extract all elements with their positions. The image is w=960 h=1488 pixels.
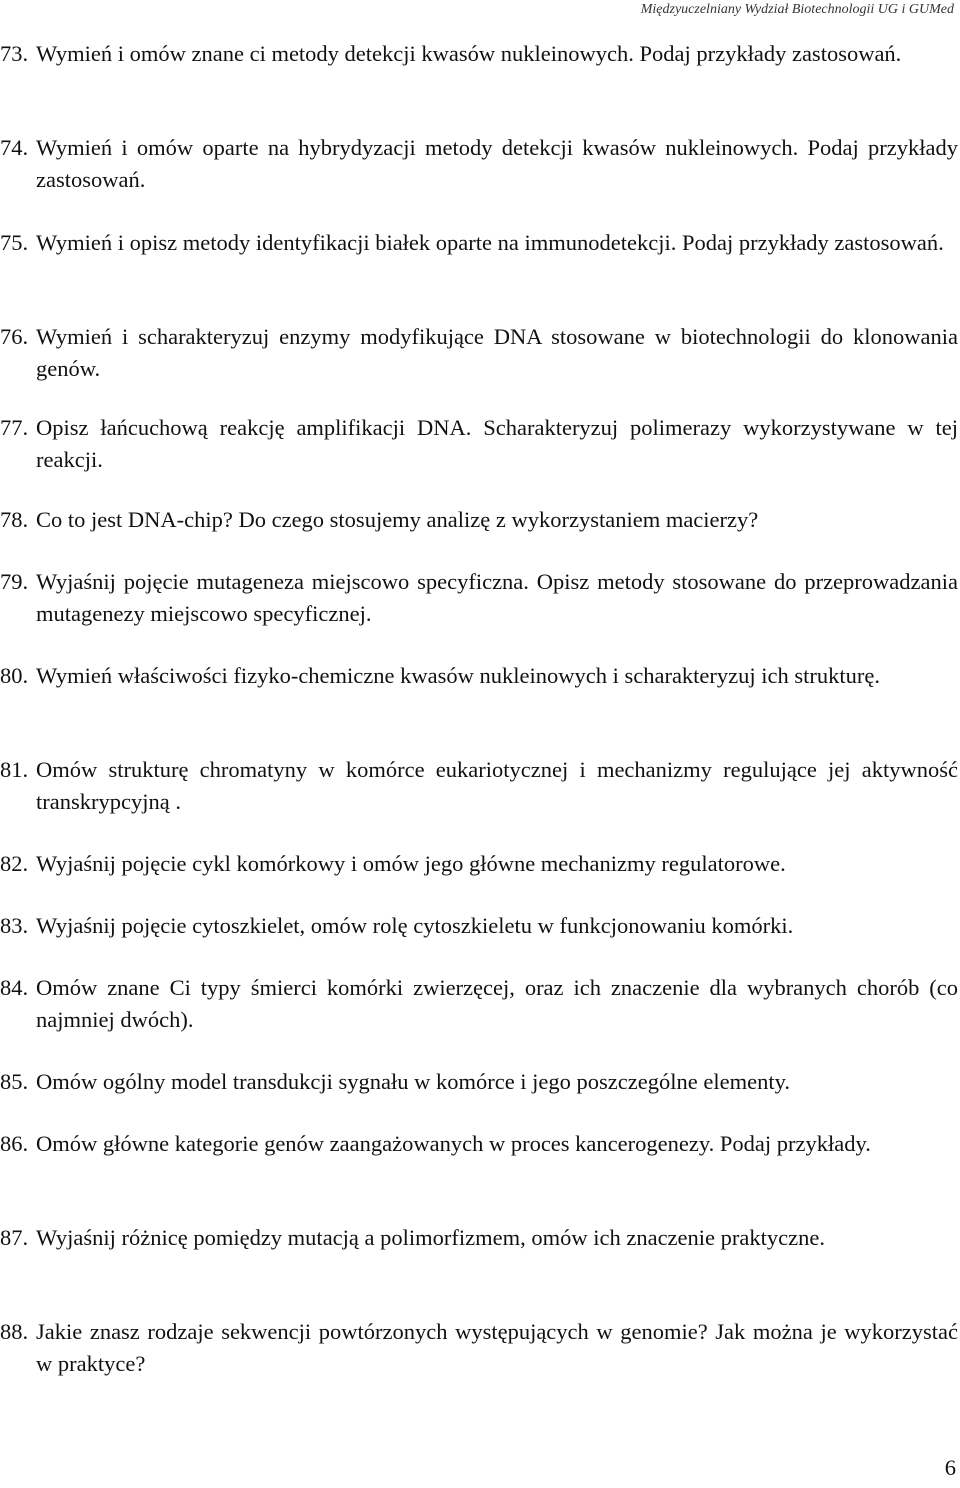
question-text: Wymień i omów znane ci metody detekcji kwasów nukleinowych. Podaj przykłady zastosowań. — [36, 41, 902, 66]
question-item — [0, 132, 958, 196]
question-text: Opisz łańcuchową reakcję amplifikacji DNA. Scharakteryzuj polimerazy wykorzystywane w tej reakcji. — [36, 415, 958, 472]
question-number: 74. — [0, 135, 29, 160]
question-number: 80. — [0, 663, 29, 688]
question-number: 86. — [0, 1131, 29, 1156]
question-item — [0, 1066, 958, 1098]
question-number: 76. — [0, 324, 29, 349]
question-number: 82. — [0, 851, 29, 876]
question-text: Jakie znasz rodzaje sekwencji powtórzonych występujących w genomie? Jak można je wykorzystać w praktyce? — [36, 1319, 958, 1376]
question-item — [0, 227, 958, 259]
question-item — [0, 1222, 958, 1254]
question-item — [0, 660, 958, 692]
question-number: 84. — [0, 975, 29, 1000]
question-number: 78. — [0, 507, 29, 532]
question-text: Co to jest DNA-chip? Do czego stosujemy analizę z wykorzystaniem macierzy? — [36, 507, 759, 532]
question-number: 81. — [0, 757, 29, 782]
page-header: Międzyuczelniany Wydział Biotechnologii UG i GUMed — [640, 2, 954, 17]
question-text: Wyjaśnij różnicę pomiędzy mutacją a polimorfizmem, omów ich znaczenie praktyczne. — [36, 1225, 825, 1250]
question-number: 83. — [0, 913, 29, 938]
question-item — [0, 566, 958, 630]
question-item — [0, 910, 958, 942]
question-text: Wyjaśnij pojęcie cykl komórkowy i omów jego główne mechanizmy regulatorowe. — [36, 851, 786, 876]
question-item — [0, 972, 958, 1036]
question-text: Wymień i omów oparte na hybrydyzacji metody detekcji kwasów nukleinowych. Podaj przykłady zastosowań. — [36, 135, 958, 192]
question-number: 79. — [0, 569, 29, 594]
question-list — [0, 38, 958, 1376]
question-number: 77. — [0, 415, 29, 440]
question-number: 73. — [0, 41, 29, 66]
question-text: Wyjaśnij pojęcie cytoszkielet, omów rolę cytoszkieletu w funkcjonowaniu komórki. — [36, 913, 794, 938]
question-text: Omów strukturę chromatyny w komórce eukariotycznej i mechanizmy regulujące jej aktywność transkrypcyjną . — [36, 757, 958, 814]
question-item — [0, 412, 958, 476]
question-text: Omów ogólny model transdukcji sygnału w komórce i jego poszczególne elementy. — [36, 1069, 790, 1094]
question-item — [0, 1316, 958, 1380]
question-item — [0, 848, 958, 880]
question-number: 75. — [0, 230, 29, 255]
page-number: 6 — [944, 1455, 956, 1480]
question-item — [0, 38, 958, 70]
question-text: Wymień i scharakteryzuj enzymy modyfikujące DNA stosowane w biotechnologii do klonowania genów. — [36, 324, 958, 381]
question-number: 87. — [0, 1225, 29, 1250]
question-text: Omów główne kategorie genów zaangażowanych w proces kancerogenezy. Podaj przykłady. — [36, 1131, 871, 1156]
question-item — [0, 321, 958, 385]
question-item — [0, 754, 958, 818]
question-text: Wyjaśnij pojęcie mutageneza miejscowo specyficzna. Opisz metody stosowane do przeprowadzania mutagenezy miejscowo specyficznej. — [36, 569, 958, 626]
question-number: 88. — [0, 1319, 29, 1344]
question-item — [0, 504, 958, 536]
question-number: 85. — [0, 1069, 29, 1094]
question-text: Wymień właściwości fizyko-chemiczne kwasów nukleinowych i scharakteryzuj ich strukturę. — [36, 663, 880, 688]
question-text: Wymień i opisz metody identyfikacji białek oparte na immunodetekcji. Podaj przykłady zastosowań. — [36, 230, 944, 255]
question-text: Omów znane Ci typy śmierci komórki zwierzęcej, oraz ich znaczenie dla wybranych chorób (co najmniej dwóch). — [36, 975, 958, 1032]
question-item — [0, 1128, 958, 1160]
